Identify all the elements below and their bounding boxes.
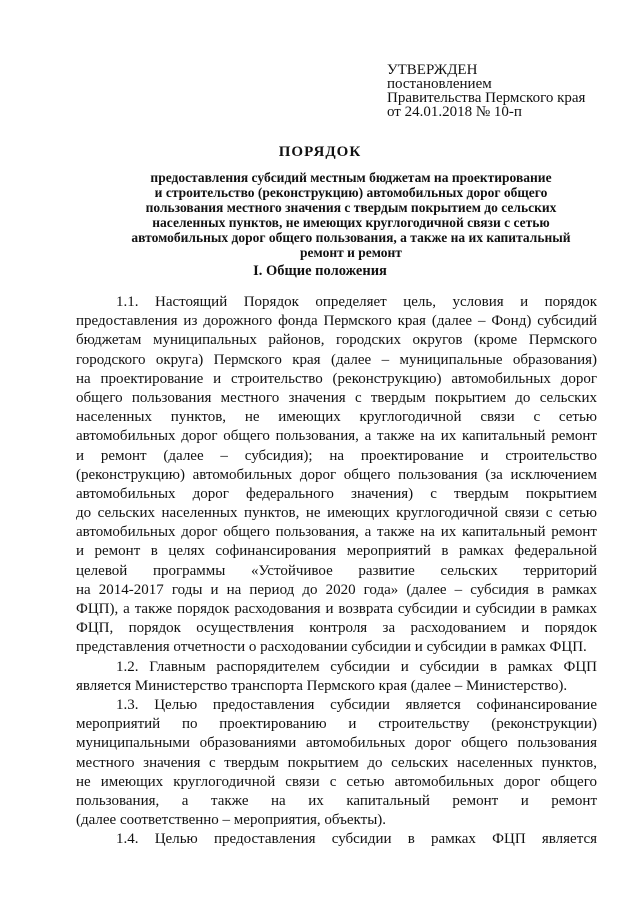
subtitle-line: ремонт и ремонт [300, 245, 402, 260]
paragraph-1-1-line: автомобильных дорог общего пользования, а также на их капитальный ремонт [76, 524, 597, 541]
paragraph-1-3-line: не имеющих круглогодичной связи с сетью автомобильных дорог общего [76, 773, 597, 790]
paragraph-1-1-line: автомобильных дорог федерального значения) с твердым покрытием [76, 485, 597, 502]
section-heading: I. Общие положения [253, 263, 387, 279]
paragraph-1-3-line: мероприятий по проектированию и строительству (реконструкции) [76, 716, 597, 733]
approval-line: постановлением [387, 76, 492, 92]
paragraph-1-2-line: является Министерство транспорта Пермского края (далее – Министерство). [76, 677, 568, 694]
approval-line: от 24.01.2018 № 10-п [387, 104, 522, 120]
paragraph-1-1-line: на 2014-2017 годы и на период до 2020 года» (далее – субсидия в рамках [76, 581, 597, 598]
paragraph-1-3-line: пользования, а также на их капитальный ремонт и ремонт [76, 792, 597, 809]
paragraph-1-2-line: 1.2. Главным распорядителем субсидии и субсидии в рамках ФЦП [116, 658, 597, 675]
paragraph-1-1-line: 1.1. Настоящий Порядок определяет цель, условия и порядок [116, 294, 597, 310]
paragraph-1-1-line: и ремонт (далее – субсидия); на проектирование и строительство [76, 447, 597, 464]
paragraph-1-1-line: бюджетам муниципальных районов, городских округов (кроме Пермского [76, 332, 597, 349]
approval-line: Правительства Пермского края [387, 90, 586, 106]
paragraph-1-3-line: (далее соответственно – мероприятия, объекты). [76, 812, 387, 829]
approval-line: УТВЕРЖДЕН [387, 62, 478, 78]
subtitle-line: автомобильных дорог общего пользования, а также на их капитальный [131, 230, 571, 245]
paragraph-1-4-line: 1.4. Целью предоставления субсидии в рамках ФЦП является [116, 831, 597, 848]
paragraph-1-1-line: до сельских населенных пунктов, не имеющих круглогодичной связи с сетью [76, 505, 597, 522]
paragraph-1-1-line: ФЦП, порядок осуществления контроля за расходованием и порядок [76, 620, 597, 637]
subtitle-line: и строительство (реконструкцию) автомобильных дорог общего [154, 185, 548, 200]
subtitle-line: пользования местного значения с твердым покрытием до сельских [145, 200, 557, 215]
paragraph-1-1-line: (реконструкцию) автомобильных дорог общего пользования (за исключением [76, 466, 597, 483]
paragraph-1-3-line: муниципальными образованиями автомобильных дорог общего пользования [76, 735, 597, 752]
approval-stamp [387, 63, 585, 119]
paragraph-1-1-line: ФЦП), а также порядок расходования и возврата субсидии и субсидии в рамках [76, 601, 597, 617]
paragraph-1-1-line: автомобильных дорог общего пользования, а также на их капитальный ремонт [76, 428, 597, 445]
subtitle-line: населенных пунктов, не имеющих круглогодичной связи с сетью [152, 215, 550, 230]
paragraph-1-1-line: целевой программы «Устойчивое развитие сельских территорий [76, 562, 597, 579]
paragraph-1-3-line: 1.3. Целью предоставления субсидии является софинансирование [116, 696, 597, 713]
paragraph-1-1-line: населенных пунктов, не имеющих круглогодичной связи с сетью [76, 409, 597, 426]
paragraph-1-1-line: предоставления из дорожного фонда Пермского края (далее – Фонд) субсидий [76, 313, 597, 330]
document-subtitle [112, 170, 590, 260]
paragraph-1-1-line: представления отчетности о расходовании субсидии и субсидии в рамках ФЦП. [76, 639, 587, 656]
subtitle-line: предоставления субсидий местным бюджетам на проектирование [150, 170, 552, 185]
paragraph-1-1-line: городского округа) Пермского края (далее – муниципальные образования) [76, 351, 597, 368]
paragraph-1-1-line: общего пользования местного значения с твердым покрытием до сельских [76, 389, 597, 406]
paragraph-1-3-line: местного значения с твердым покрытием до сельских населенных пунктов, [76, 754, 597, 771]
paragraph-1-1-line: на проектирование и строительство (реконструкцию) автомобильных дорог [76, 370, 597, 387]
document-title: ПОРЯДОК [278, 144, 362, 160]
body-text [76, 293, 597, 849]
paragraph-1-1-line: и ремонт в целях софинансирования мероприятий в рамках федеральной [76, 543, 597, 560]
